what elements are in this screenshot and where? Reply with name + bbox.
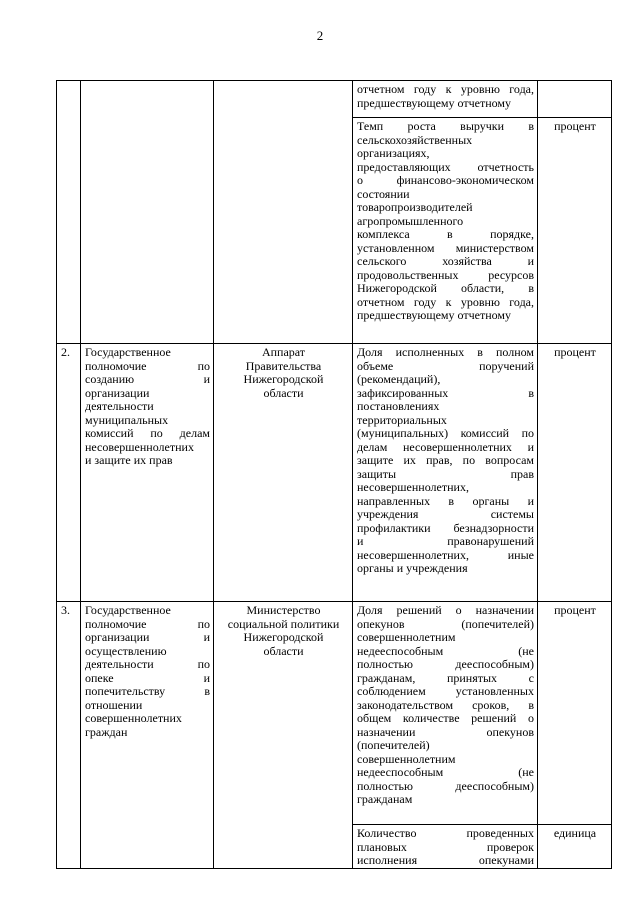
row-number-cell: 3. — [57, 602, 81, 869]
text-line: области — [263, 385, 304, 400]
text-line: деятельности по — [85, 657, 210, 671]
table-row — [57, 602, 612, 825]
executive-body-cell — [214, 602, 353, 869]
text-line: попечительству в — [85, 684, 210, 698]
text-line: полностью дееспособным) — [357, 778, 534, 793]
text-line: территориальных — [357, 412, 447, 427]
row-number-cell — [57, 81, 81, 344]
text-line: сельскохозяйственных — [357, 132, 473, 147]
text-line: защиты прав — [357, 466, 534, 481]
unit-cell: процент — [538, 602, 612, 825]
text-line: постановлениях — [357, 399, 440, 413]
text-line: предшествующему отчетному — [357, 95, 511, 110]
text-line: отчетном году к уровню года, — [357, 82, 534, 96]
text-line: состоянии — [357, 186, 410, 201]
text-line: комплекса в порядке, — [357, 227, 534, 241]
text-line: исполнения опекунами — [357, 853, 534, 867]
text-line: Нижегородской — [243, 372, 324, 386]
text-line: социальной политики — [227, 616, 340, 631]
text-line: организациях, — [357, 146, 430, 160]
text-line: опекунов (попечителей) — [357, 616, 534, 631]
text-line: (рекомендаций), — [357, 372, 441, 386]
text-line: направленных в органы и — [357, 493, 534, 508]
text-line: несовершеннолетних, иные — [357, 547, 534, 562]
indicator-cell — [353, 118, 538, 344]
text-line: отношении — [85, 697, 143, 712]
text-line: созданию и — [85, 372, 210, 386]
text-line: гражданам — [357, 792, 413, 806]
unit-cell: процент — [538, 118, 612, 344]
text-line: муниципальных — [85, 412, 169, 427]
text-line: (муниципальных) комиссий по — [357, 426, 534, 440]
text-line: организации — [85, 385, 150, 400]
text-line: Доля исполненных в полном — [357, 345, 534, 359]
page-number: 2 — [316, 28, 324, 43]
unit-cell: единица — [538, 825, 612, 869]
row-number-cell: 2. — [57, 344, 81, 602]
text-line: законодательством сроков, в — [357, 697, 534, 712]
text-line: несовершеннолетних, — [357, 480, 469, 494]
executive-body-cell — [214, 344, 353, 602]
text-line: Правительства — [245, 358, 322, 373]
text-line: о финансово-экономическом — [357, 173, 534, 187]
text-line: несовершеннолетних — [85, 439, 194, 454]
text-line: объеме поручений — [357, 358, 534, 373]
text-line: деятельности — [85, 399, 154, 413]
text-line: (попечителей) — [357, 738, 430, 752]
text-line: установленном министерством — [357, 240, 534, 255]
text-line: зафиксированных в — [357, 385, 534, 400]
text-line: недееспособным (не — [357, 765, 534, 779]
text-line: и правонарушений — [357, 534, 534, 548]
text-line: предоставляющих отчетность — [357, 159, 534, 174]
text-line: совершеннолетним — [357, 630, 456, 644]
text-line: недееспособным (не — [357, 643, 534, 658]
text-line: полномочие по — [85, 616, 210, 631]
text-line: Министерство — [246, 603, 321, 617]
indicator-cell — [353, 81, 538, 118]
text-line: Темп роста выручки в — [357, 119, 534, 133]
text-line: организации и — [85, 630, 210, 644]
text-line: Государственное — [85, 603, 171, 617]
text-line: общем количестве решений о — [357, 711, 534, 725]
indicator-cell — [353, 344, 538, 602]
executive-body-cell — [214, 81, 353, 344]
text-line: полномочие по — [85, 358, 210, 373]
text-line: и защите их прав — [85, 453, 173, 467]
text-line: сельского хозяйства и — [357, 254, 534, 268]
text-line: соблюдением установленных — [357, 684, 534, 698]
text-line: отчетном году к уровню года, — [357, 294, 534, 309]
text-line: предшествующему отчетному — [357, 308, 511, 322]
text-line: агропромышленного — [357, 213, 464, 228]
power-cell — [81, 81, 214, 344]
text-line: гражданам, принятых с — [357, 670, 534, 685]
text-line: комиссий по делам — [85, 426, 210, 440]
unit-cell — [538, 81, 612, 118]
text-line: Количество проведенных — [357, 826, 534, 840]
text-line: осуществлению — [85, 643, 167, 658]
indicators-table — [56, 80, 612, 869]
text-line: продовольственных ресурсов — [357, 267, 534, 282]
text-line: органы и учреждения — [357, 561, 468, 575]
indicator-cell — [353, 602, 538, 825]
text-line: полностью дееспособным) — [357, 657, 534, 671]
text-line: совершеннолетних — [85, 711, 182, 725]
text-line: учреждения системы — [357, 507, 534, 521]
power-cell — [81, 344, 214, 602]
indicator-cell — [353, 825, 538, 869]
text-line: Государственное — [85, 345, 171, 359]
text-line: граждан — [85, 724, 128, 739]
text-line: Аппарат — [261, 345, 306, 359]
text-line: совершеннолетним — [357, 751, 456, 766]
text-line: делам несовершеннолетних и — [357, 439, 534, 454]
text-line: профилактики безнадзорности — [357, 520, 534, 535]
power-cell — [81, 602, 214, 869]
text-line: опеке и — [85, 670, 210, 685]
text-line: защите их прав, по вопросам — [357, 453, 534, 467]
text-line: плановых проверок — [357, 839, 534, 854]
text-line: назначении опекунов — [357, 724, 534, 739]
text-line: Нижегородской — [243, 630, 324, 644]
text-line: Доля решений о назначении — [357, 603, 534, 617]
table-row — [57, 81, 612, 118]
text-line: области — [263, 643, 304, 658]
unit-cell: процент — [538, 344, 612, 602]
text-line: Нижегородской области, в — [357, 281, 534, 295]
text-line: товаропроизводителей — [357, 200, 473, 214]
table-row — [57, 344, 612, 602]
